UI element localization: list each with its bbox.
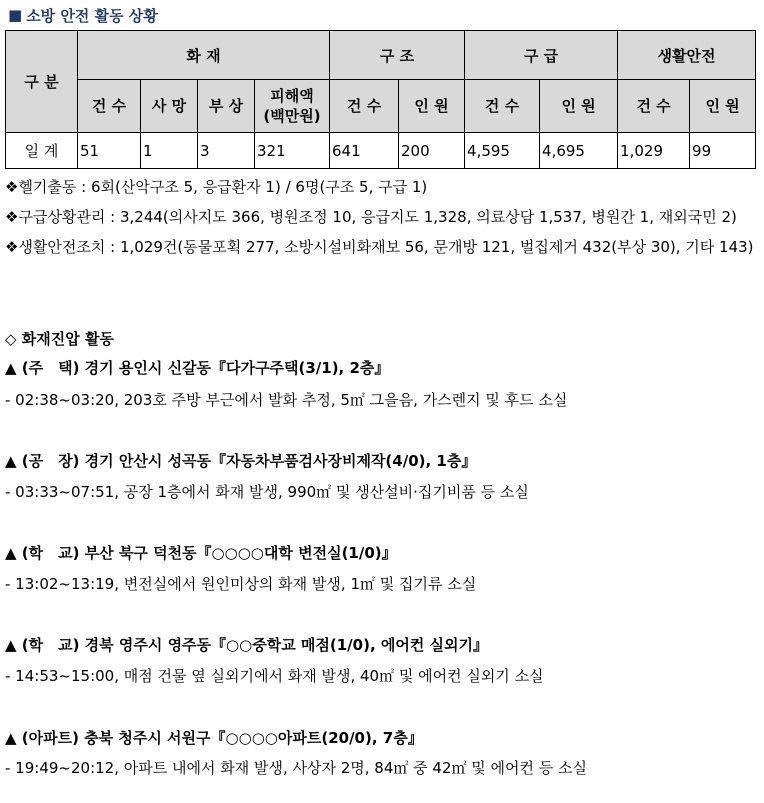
incident-detail: - 03:33~07:51, 공장 1층에서 화재 발생, 990㎡ 및 생산설비·집기비품 등 소실 [5, 483, 529, 501]
subheader: 건 수 [465, 80, 540, 133]
subheader: 인 원 [399, 80, 465, 133]
incident-heading: ▲ (학 교) 부산 북구 덕천동『○○○○대학 변전실(1/0)』 [5, 544, 397, 562]
section-title: ◇ 화재진압 활동 [5, 330, 114, 348]
subheader: 사 망 [141, 80, 198, 133]
subheader: 건 수 [330, 80, 399, 133]
incident-detail: - 02:38~03:20, 203호 주방 부근에서 발화 추정, 5㎡ 그을음, 가스렌지 및 후드 소실 [5, 391, 568, 409]
table-cell: 99 [690, 133, 756, 169]
group-header-fire: 화 재 [78, 31, 330, 80]
incident-detail: - 14:53~15:00, 매점 건물 옆 실외기에서 화재 발생, 40㎡ 및 에어컨 실외기 소실 [5, 667, 544, 685]
incident-heading: ▲ (공 장) 경기 안산시 성곡동『자동차부품검사장비제작(4/0), 1층』 [5, 452, 477, 470]
table-cell: 641 [330, 133, 399, 169]
bullet-ems-management: ❖구급상황관리 : 3,244(의사지도 366, 병원조정 10, 응급지도 1,328, 의료상담 1,537, 병원간 1, 재외국민 2) [5, 208, 737, 226]
group-header-ems: 구 급 [465, 31, 618, 80]
bullet-helicopter: ❖헬기출동 : 6회(산악구조 5, 응급환자 1) / 6명(구조 5, 구급 1) [5, 178, 428, 196]
incident-detail: - 19:49~20:12, 아파트 내에서 화재 발생, 사상자 2명, 84㎡ 중 42㎡ 및 에어컨 등 소실 [5, 759, 587, 777]
row-header: 구 분 [6, 31, 78, 133]
group-header-safety: 생활안전 [618, 31, 756, 80]
incident-heading: ▲ (학 교) 경북 영주시 영주동『○○중학교 매점(1/0), 에어컨 실외기』 [5, 636, 489, 654]
page-title [8, 5, 158, 25]
incident-heading: ▲ (주 택) 경기 용인시 신갈동『다가구주택(3/1), 2층』 [5, 359, 390, 377]
stats-table [5, 30, 756, 169]
subheader-damage: 피해액 (백만원) [255, 80, 330, 133]
page-title-text: 소방 안전 활동 상황 [26, 6, 158, 25]
table-cell: 1 [141, 133, 198, 169]
subheader: 부 상 [198, 80, 255, 133]
subheader: 건 수 [78, 80, 141, 133]
subheader: 건 수 [618, 80, 690, 133]
bullet-safety-actions: ❖생활안전조치 : 1,029건(동물포획 277, 소방시설비화재보 56, 문개방 121, 벌집제거 432(부상 30), 기타 143) [5, 238, 754, 256]
table-cell: 200 [399, 133, 465, 169]
table-cell: 51 [78, 133, 141, 169]
incident-detail: - 13:02~13:19, 변전실에서 원인미상의 화재 발생, 1㎡ 및 집기류 소실 [5, 575, 477, 593]
subheader: 인 원 [690, 80, 756, 133]
table-cell: 1,029 [618, 133, 690, 169]
table-cell: 4,695 [540, 133, 618, 169]
row-label: 일 계 [6, 133, 78, 169]
subheader: 인 원 [540, 80, 618, 133]
table-cell: 321 [255, 133, 330, 169]
square-bullet-icon: ■ [8, 6, 23, 24]
table-cell: 4,595 [465, 133, 540, 169]
incident-heading: ▲ (아파트) 충북 청주시 서원구『○○○○아파트(20/0), 7층』 [5, 729, 423, 747]
table-cell: 3 [198, 133, 255, 169]
group-header-rescue: 구 조 [330, 31, 465, 80]
table-row [6, 133, 756, 169]
